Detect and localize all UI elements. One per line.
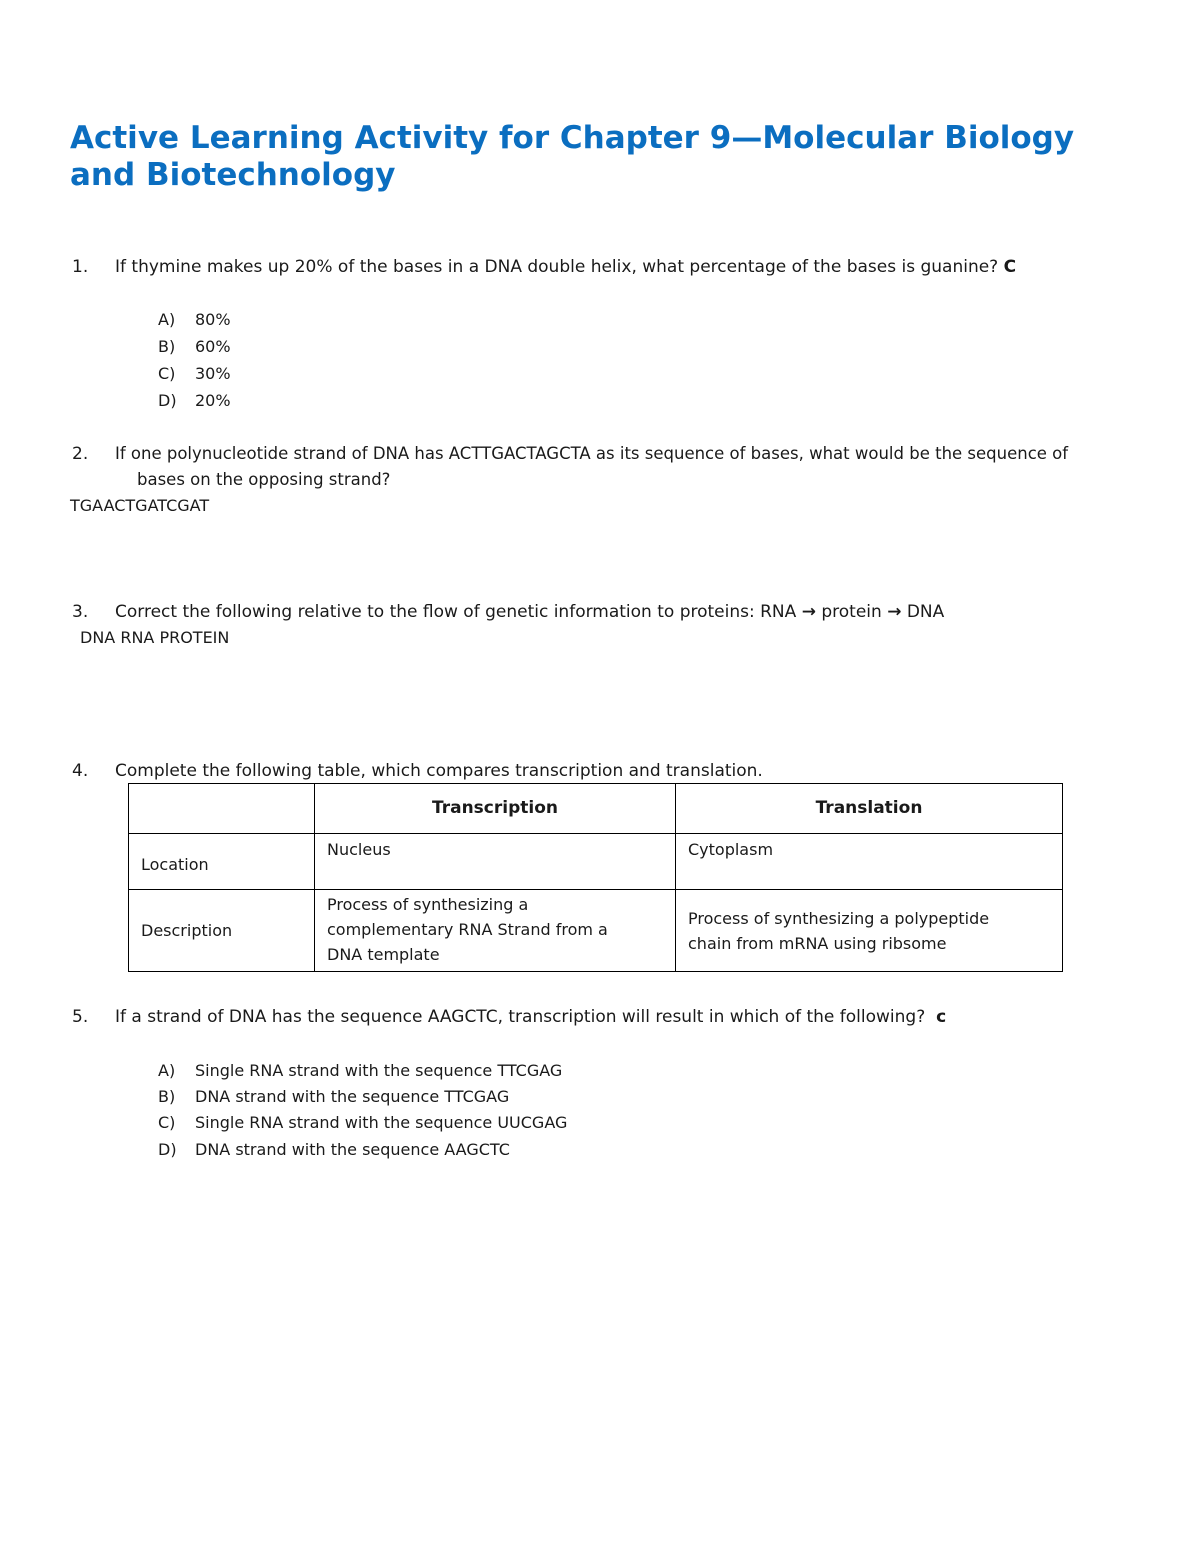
question-number: 4. [72,761,89,781]
option-letter: C) [158,364,176,383]
cell-line: complementary RNA Strand from a [327,920,608,939]
question-number: 3. [72,602,89,622]
question-5-answer: c [936,1007,947,1027]
option-letter: D) [158,1140,177,1159]
cell-line: DNA template [327,945,440,964]
option-letter: C) [158,1113,176,1132]
table-cell [315,890,676,972]
option-letter: A) [158,310,176,329]
table-header-cell [129,784,315,834]
question-number: 5. [72,1007,89,1027]
comparison-table [128,783,1063,972]
option-value: 20% [195,391,231,410]
table-header-row [129,784,1063,834]
table-cell [676,890,1063,972]
option-value: 30% [195,364,231,383]
question-3-text-b: protein [821,602,882,622]
table-cell: Nucleus [315,834,676,890]
question-text-line-1: If one polynucleotide strand of DNA has ACTTGACTAGCTA as its sequence of bases, what would be the sequence of [115,444,1069,463]
option-letter: B) [158,337,176,356]
table-row-label: Location [129,834,315,890]
question-number: 1. [72,257,89,277]
question-text [115,256,1016,278]
question-3-text-c: DNA [906,602,945,622]
option-value: DNA strand with the sequence AAGCTC [195,1140,510,1159]
table-row [129,834,1063,890]
table-header-cell: Transcription [315,784,676,834]
table-header-cell: Translation [676,784,1063,834]
page-title: Active Learning Activity for Chapter 9—Molecular Biology and Biotechnology [70,120,1075,193]
option-value: Single RNA strand with the sequence UUCGAG [195,1113,568,1132]
question-text: Complete the following table, which compares transcription and translation. [115,761,763,781]
option-letter: D) [158,391,177,410]
table-cell: Cytoplasm [676,834,1063,890]
question-text [115,1006,946,1028]
question-5-text: If a strand of DNA has the sequence AAGCTC, transcription will result in which of the following? [115,1007,926,1027]
option-letter: A) [158,1061,176,1080]
option-letter: B) [158,1087,176,1106]
option-value: DNA strand with the sequence TTCGAG [195,1087,510,1106]
question-text-line-2: bases on the opposing strand? [137,470,391,489]
question-text [115,601,944,623]
question-3-text-a: Correct the following relative to the flow of genetic information to proteins: RNA [115,602,797,622]
option-value: Single RNA strand with the sequence TTCGAG [195,1061,563,1080]
question-number: 2. [72,444,89,464]
question-2-answer: TGAACTGATCGAT [70,496,210,515]
table-row [129,890,1063,972]
arrow-right-icon: → [801,602,816,622]
option-value: 60% [195,337,231,356]
question-1-text: If thymine makes up 20% of the bases in a DNA double helix, what percentage of the bases is guanine? [115,257,999,277]
arrow-right-icon: → [887,602,902,622]
question-3-answer: DNA RNA PROTEIN [80,628,230,647]
question-1-answer: C [1003,257,1017,277]
cell-line: Process of synthesizing a polypeptide [688,908,990,928]
table-row-label: Description [129,890,315,972]
option-value: 80% [195,310,231,329]
cell-line: Process of synthesizing a [327,895,529,914]
cell-line: chain from mRNA using ribsome [688,933,947,953]
